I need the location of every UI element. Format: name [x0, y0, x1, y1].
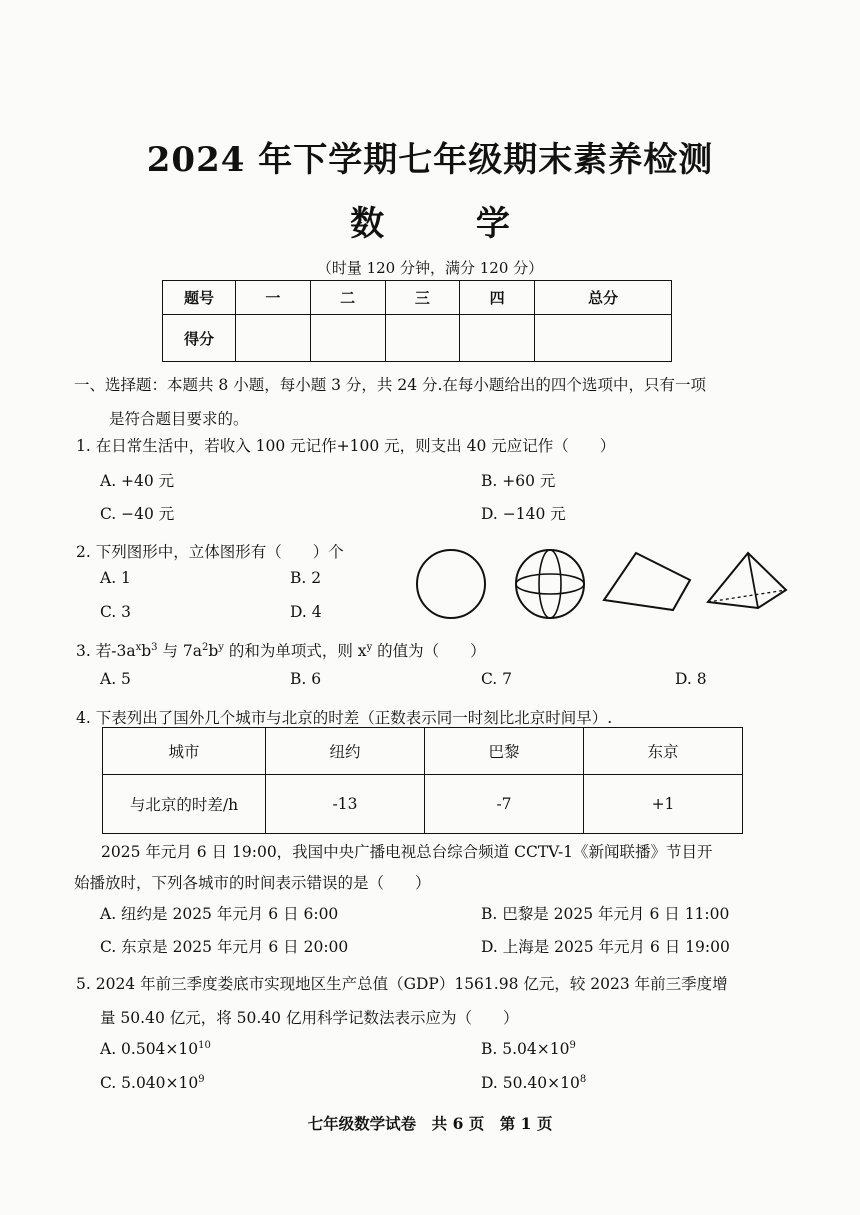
table-cell: -13: [266, 775, 425, 834]
q3-option-b: B. 6: [290, 670, 322, 688]
q3-text: 3. 若-3a: [76, 642, 136, 660]
q5-option-c: [100, 1074, 205, 1092]
question-1-stem: 1. 在日常生活中，若收入 100 元记作+100 元，则支出 40 元应记作（ ）: [76, 437, 616, 455]
table-row: [103, 728, 743, 775]
subject-title: 数 学: [350, 204, 550, 244]
q1-option-c: C. −40 元: [100, 505, 175, 523]
q5-option-d-text: D. 50.40×10: [481, 1074, 580, 1092]
table-cell: 城市: [103, 728, 266, 775]
question-2-stem: 2. 下列图形中，立体图形有（ ）个: [76, 543, 344, 561]
q2-option-c: C. 3: [100, 603, 132, 621]
exam-title: 2024 年下学期七年级期末素养检测: [146, 140, 714, 180]
q2-option-d: D. 4: [290, 603, 322, 621]
q5-option-a: [100, 1040, 211, 1058]
q3-option-a: A. 5: [100, 670, 131, 688]
q3-exponent: 3: [151, 641, 158, 653]
q4-option-c: C. 东京是 2025 年元月 6 日 20:00: [100, 938, 349, 956]
score-cell: 一: [236, 281, 311, 315]
q5-option-b-exponent: 9: [569, 1039, 576, 1051]
q4-paragraph-line2: 始播放时，下列各城市的时间表示错误的是（ ）: [74, 874, 431, 892]
score-blank-cell[interactable]: [236, 315, 311, 362]
table-cell: 与北京的时差/h: [103, 775, 266, 834]
score-table-header-row: [163, 281, 672, 315]
time-difference-table: [102, 727, 743, 834]
q4-option-d: D. 上海是 2025 年元月 6 日 19:00: [481, 938, 730, 956]
q5-option-c-text: C. 5.040×10: [100, 1074, 199, 1092]
score-table: [162, 280, 672, 362]
quadrilateral-figure: [604, 553, 690, 610]
q5-option-d-exponent: 8: [579, 1073, 587, 1085]
time-score-note: （时量 120 分钟，满分 120 分）: [316, 259, 544, 277]
score-cell: 题号: [163, 281, 236, 315]
question-3-stem: [76, 639, 486, 661]
q3-exponent: y: [366, 641, 373, 653]
sphere-figure: [516, 550, 584, 618]
tetrahedron-figure: [708, 553, 786, 608]
score-cell: 二: [310, 281, 385, 315]
score-blank-cell[interactable]: [310, 315, 385, 362]
score-cell: 三: [385, 281, 460, 315]
score-blank-cell[interactable]: [535, 315, 672, 362]
section-heading: [74, 373, 706, 395]
q5-option-a-exponent: 10: [198, 1039, 211, 1051]
question-5-line2: 量 50.40 亿元，将 50.40 亿用科学记数法表示应为（ ）: [100, 1009, 519, 1027]
question-5-line1: 5. 2024 年前三季度娄底市实现地区生产总值（GDP）1561.98 亿元，较 2023 年前三季度增: [76, 975, 728, 993]
section-heading-line1: 一、选择题：本题共 8 小题，每小题 3 分，共 24 分.在每小题给出的四个选项中，只有一项: [74, 376, 706, 394]
q3-text: b: [208, 642, 219, 660]
q4-option-b: B. 巴黎是 2025 年元月 6 日 11:00: [481, 905, 730, 923]
q3-text: 的值为（ ）: [372, 642, 486, 660]
score-blank-cell[interactable]: [385, 315, 460, 362]
q5-option-b-text: B. 5.04×10: [481, 1040, 570, 1058]
q1-option-b: B. +60 元: [481, 472, 556, 490]
q4-paragraph-line1: 2025 年元月 6 日 19:00，我国中央广播电视总台综合频道 CCTV-1《新闻联播》节目开: [101, 843, 713, 861]
table-cell: -7: [425, 775, 584, 834]
table-cell: 东京: [584, 728, 743, 775]
score-cell: 四: [460, 281, 535, 315]
question-4-stem: 4. 下表列出了国外几个城市与北京的时差（正数表示同一时刻比北京时间早）.: [76, 709, 613, 727]
q5-option-d: [481, 1074, 586, 1092]
score-row-label: 得分: [163, 315, 236, 362]
q5-option-c-exponent: 9: [198, 1073, 205, 1085]
q5-option-a-text: A. 0.504×10: [100, 1040, 199, 1058]
q3-text: 与 7a: [157, 642, 202, 660]
score-table-score-row: [163, 315, 672, 362]
q2-option-a: A. 1: [100, 569, 131, 587]
table-cell: +1: [584, 775, 743, 834]
q3-exponent: y: [218, 641, 224, 653]
q3-option-d: D. 8: [675, 670, 707, 688]
q1-option-a: A. +40 元: [100, 472, 175, 490]
q4-option-a: A. 纽约是 2025 年元月 6 日 6:00: [100, 905, 339, 923]
score-blank-cell[interactable]: [460, 315, 535, 362]
page-footer: 七年级数学试卷 共 6 页 第 1 页: [307, 1114, 553, 1133]
q2-figures: [410, 540, 800, 630]
q1-option-d: D. −140 元: [481, 505, 566, 523]
q3-exponent: 2: [201, 641, 209, 653]
table-cell: 巴黎: [425, 728, 584, 775]
circle-figure: [417, 550, 485, 618]
q2-option-b: B. 2: [290, 569, 322, 587]
q5-option-b: [481, 1040, 576, 1058]
q3-text: b: [141, 642, 152, 660]
table-cell: 纽约: [266, 728, 425, 775]
q3-exponent: x: [135, 641, 142, 653]
table-row: [103, 775, 743, 834]
q3-text: 的和为单项式，则 x: [223, 642, 367, 660]
q3-option-c: C. 7: [481, 670, 513, 688]
section-heading-line2: 是符合题目要求的。: [109, 410, 249, 428]
score-cell: 总分: [535, 281, 672, 315]
